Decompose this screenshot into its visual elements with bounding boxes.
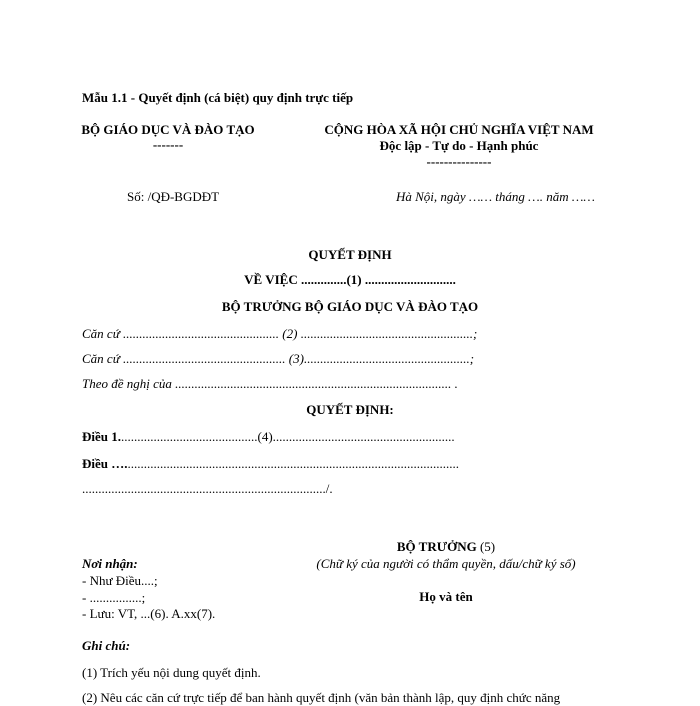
basis-line-1: Căn cứ ................................................ (2) .....................................................;	[82, 326, 478, 341]
signer-title	[296, 539, 596, 555]
decision-subject: VỀ VIỆC ..............(1) ............................	[244, 272, 456, 287]
signer-name: Họ và tên	[419, 589, 473, 604]
document-number: Số: /QĐ-BGDĐT	[127, 189, 220, 204]
decision-heading: QUYẾT ĐỊNH	[308, 247, 392, 262]
recipient-item-3: - Lưu: VT, ...(6). A.xx(7).	[82, 606, 216, 621]
notes-label: Ghi chú:	[82, 638, 131, 653]
signer-note-number: (5)	[479, 539, 496, 554]
basis-line-2: Căn cứ .................................................. (3)...................................................;	[82, 351, 475, 366]
recipient-item-2: - ................;	[82, 590, 146, 605]
article-2-label: Điều ….	[82, 456, 128, 471]
nation-motto: Độc lập - Tự do - Hạnh phúc	[379, 138, 539, 153]
decision-issuer: BỘ TRƯỞNG BỘ GIÁO DỤC VÀ ĐÀO TẠO	[221, 299, 479, 314]
article-1-label: Điều 1.	[82, 429, 121, 444]
nation-block	[296, 122, 622, 170]
nation-separator: ---------------	[426, 154, 492, 169]
nation-name: CỘNG HÒA XÃ HỘI CHỦ NGHĨA VIỆT NAM	[324, 122, 594, 137]
article-2-text: ......................................................................................................	[127, 456, 459, 471]
article-1-text: ..........................................(4)........................................................	[121, 429, 455, 444]
ministry-block	[72, 122, 264, 152]
recipients-label: Nơi nhận:	[82, 556, 138, 571]
signer-title-text: BỘ TRƯỞNG	[396, 539, 477, 554]
form-title: Mẫu 1.1 - Quyết định (cá biệt) quy định trực tiếp	[82, 90, 354, 105]
article-end: .........................................................................../.	[82, 481, 333, 496]
note-item-2: (2) Nêu các căn cứ trực tiếp để ban hành quyết định (văn bản thành lập, quy định chức năng	[82, 690, 561, 705]
note-item-1: (1) Trích yếu nội dung quyết định.	[82, 665, 261, 680]
article-1	[82, 429, 455, 445]
article-2	[82, 456, 459, 472]
basis-line-3: Theo đề nghị của ..................................................................................... .	[82, 376, 458, 391]
recipient-item-1: - Như Điều....;	[82, 573, 158, 588]
decision-title: QUYẾT ĐỊNH:	[306, 402, 394, 417]
signer-sign-note: (Chữ ký của người có thẩm quyền, dấu/chữ ký số)	[316, 556, 576, 571]
ministry-separator: -------	[152, 137, 184, 152]
ministry-name: BỘ GIÁO DỤC VÀ ĐÀO TẠO	[81, 122, 255, 137]
place-date: Hà Nội, ngày …… tháng …. năm ……	[396, 189, 595, 204]
